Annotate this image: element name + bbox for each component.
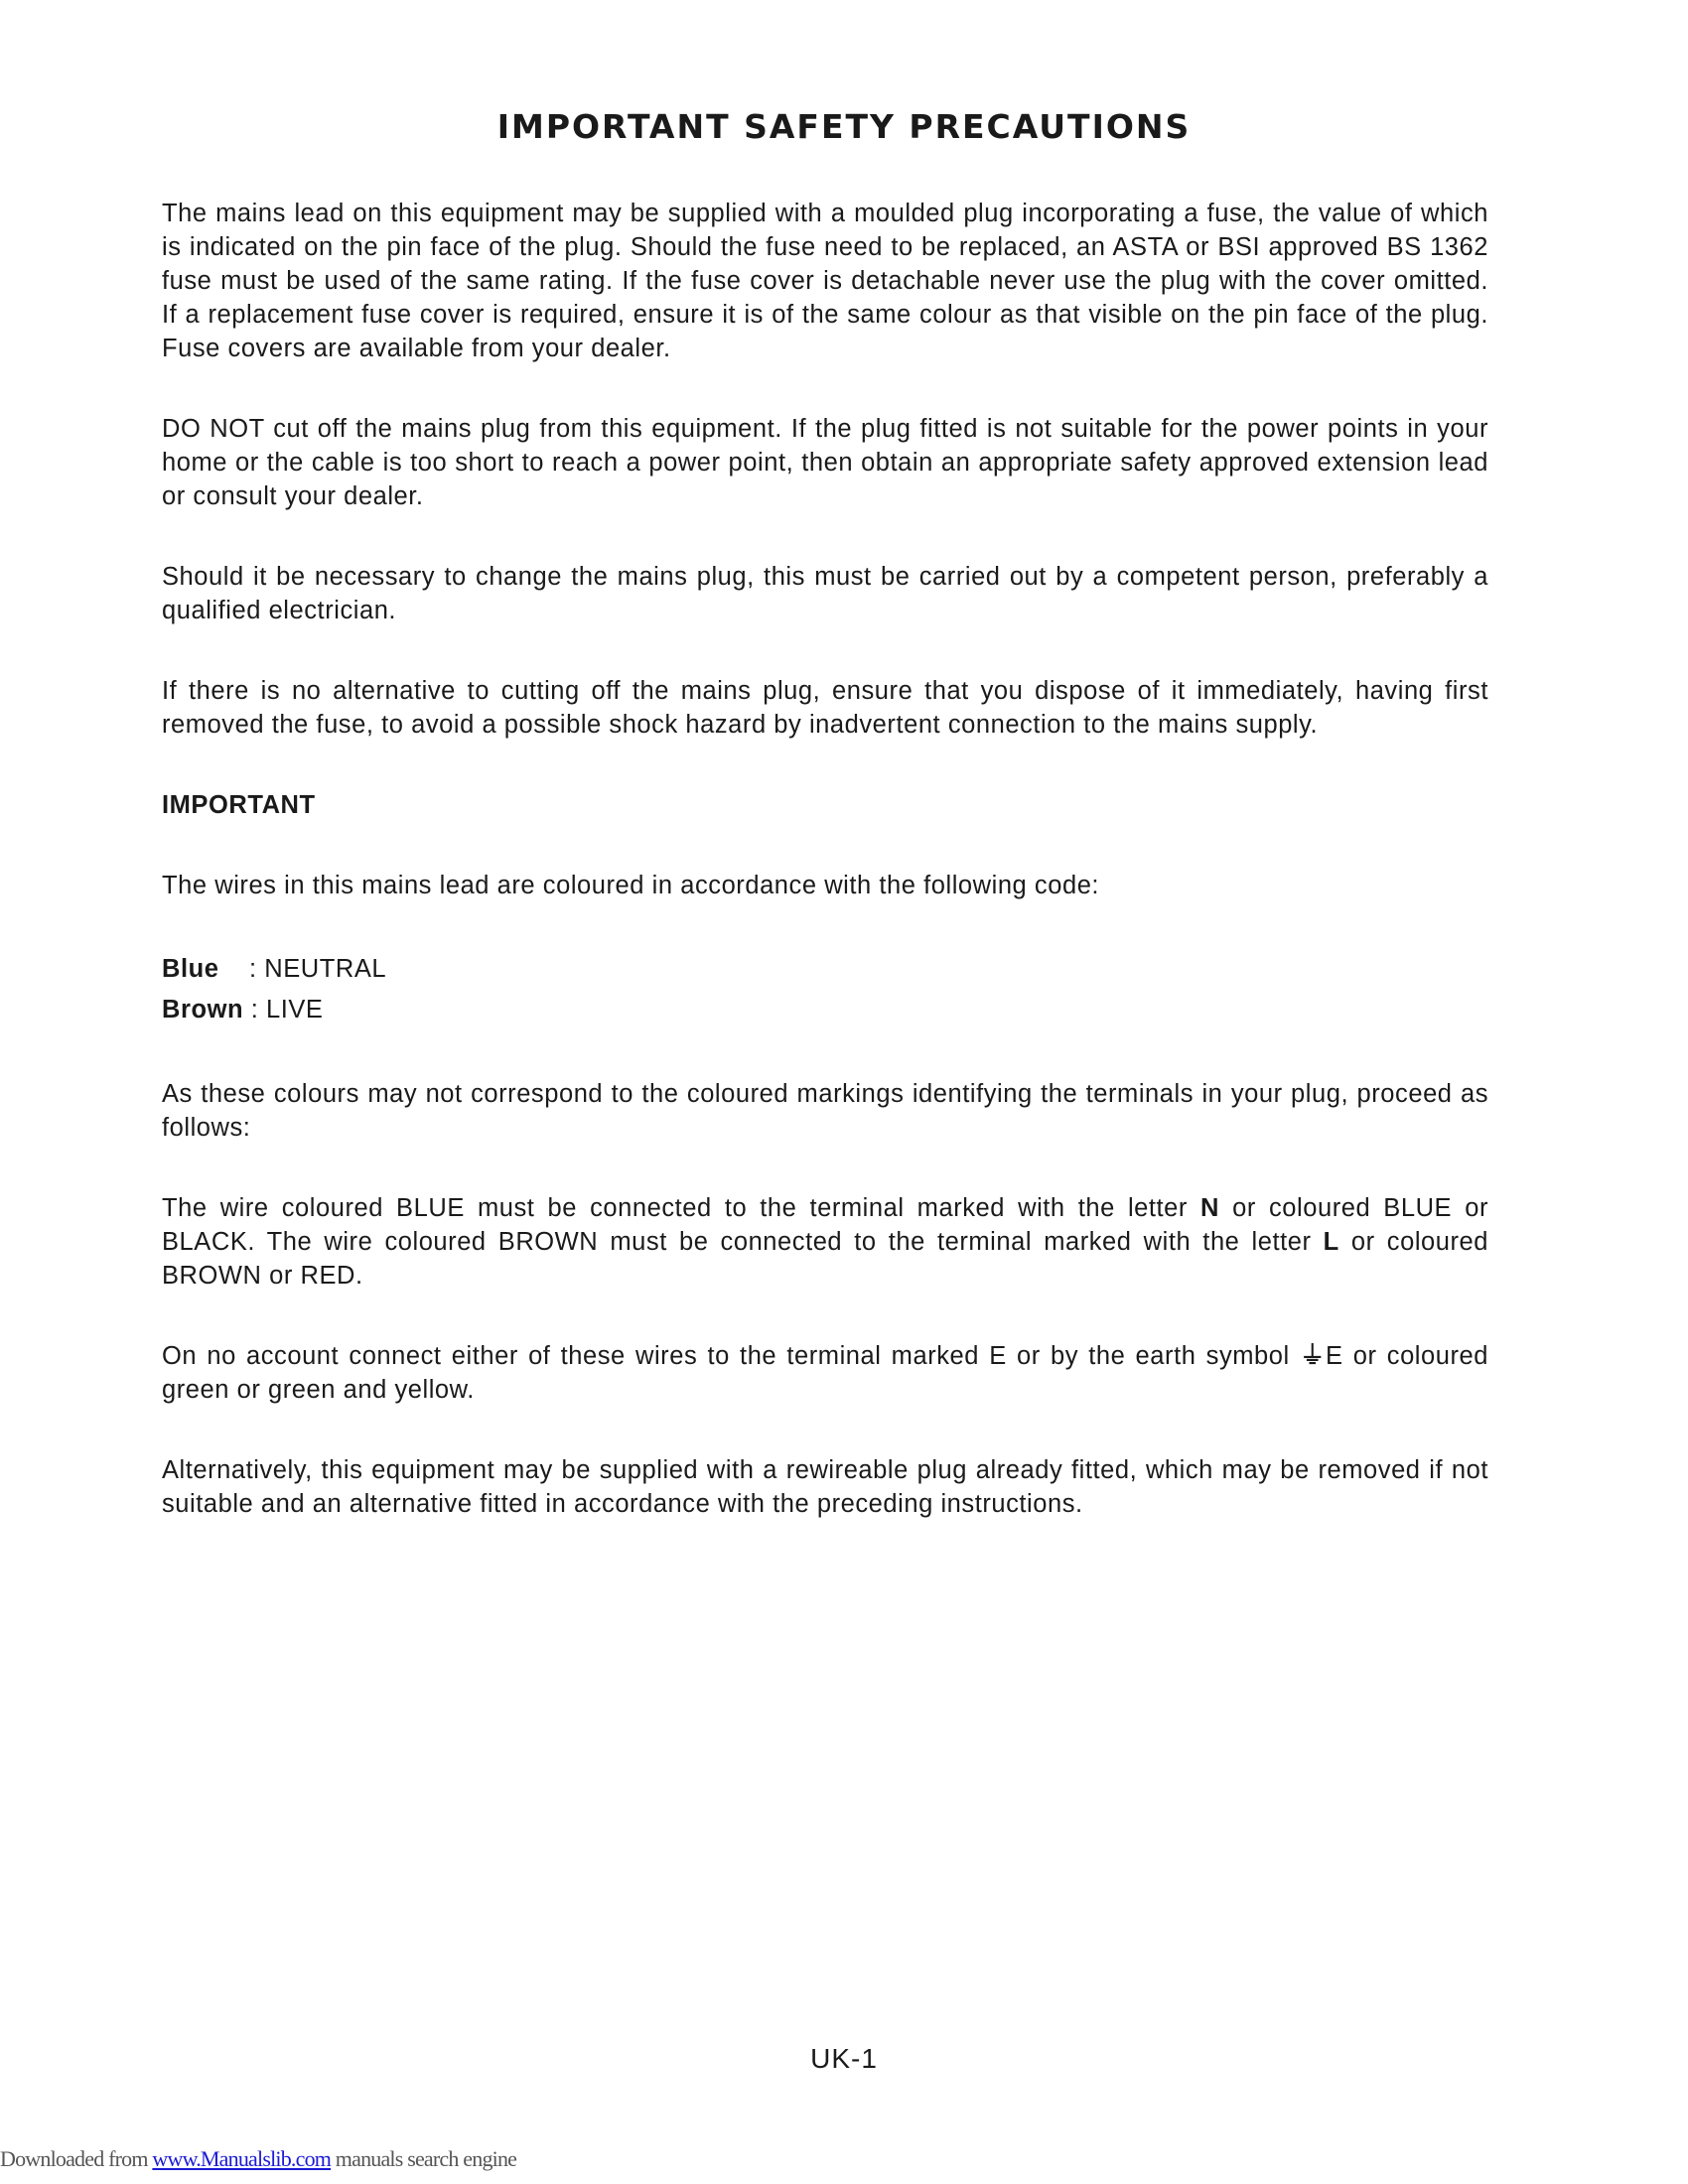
paragraph-do-not-cut: DO NOT cut off the mains plug from this equipment. If the plug fitted is not suitable for the power points in your home or the cable is too short to reach a power point, then obtain an appropriate safety approved extension lead or consult your dealer. xyxy=(162,415,1488,510)
paragraph-colour-mismatch: As these colours may not correspond to the coloured markings identifying the terminals in your plug, proceed as follows: xyxy=(162,1080,1488,1142)
paragraph-moulded-plug: The mains lead on this equipment may be supplied with a moulded plug incorporating a fuse, the value of which is indicated on the pin face of the plug. Should the fuse need to be replaced, an ASTA or BSI approved BS 1362 fuse must be used of the same rating. If the fuse cover is detachable never use the plug with the cover omitted. If a replacement fuse cover is required, ensure it is of the same colour as that visible on the pin face of the plug. Fuse covers are available from your dealer. xyxy=(162,200,1488,362)
paragraph-change-plug: Should it be necessary to change the mains plug, this must be carried out by a competent person, preferably a qualified electrician. xyxy=(162,563,1488,624)
paragraph-earth-warning xyxy=(162,1339,1488,1407)
wire-connection-text-3: or coloured BROWN or RED. xyxy=(162,1228,1489,1290)
wire-code-brown xyxy=(162,990,1488,1030)
footer-prefix: Downloaded from xyxy=(0,2146,153,2171)
wire-connection-text-2: or coloured BLUE or BLACK. The wire coloured BROWN must be connected to the terminal marked with the letter xyxy=(162,1194,1488,1256)
wire-code-blue xyxy=(162,949,1488,990)
paragraph-dispose-plug: If there is no alternative to cutting off the mains plug, ensure that you dispose of it immediately, having first removed the fuse, to avoid a possible shock hazard by inadvertent connection to the mains supply. xyxy=(162,677,1488,739)
important-heading: IMPORTANT xyxy=(162,791,316,819)
wire-connection-text-1: The wire coloured BLUE must be connected to the terminal marked with the letter xyxy=(162,1194,1201,1222)
paragraph-rewireable-plug: Alternatively, this equipment may be supplied with a rewireable plug already fitted, which may be removed if not suitable and an alternative fitted in accordance with the preceding instructions. xyxy=(162,1456,1488,1518)
wire-value-neutral: : NEUTRAL xyxy=(249,955,387,983)
paragraph-wire-code-intro: The wires in this mains lead are coloured in accordance with the following code: xyxy=(162,872,1100,899)
page-number: UK-1 xyxy=(810,2043,878,2074)
download-footer xyxy=(0,2146,516,2172)
page-title: IMPORTANT SAFETY PRECAUTIONS xyxy=(496,107,1192,146)
earth-symbol-icon: ⏚ xyxy=(1299,1342,1326,1370)
letter-l: L xyxy=(1323,1228,1339,1256)
wire-code-list xyxy=(162,949,1488,1030)
wire-label-blue: Blue xyxy=(162,955,219,983)
earth-warning-text-1: On no account connect either of these wires to the terminal marked E or by the earth symbol xyxy=(162,1342,1300,1370)
letter-n: N xyxy=(1200,1194,1220,1222)
wire-value-live: : LIVE xyxy=(243,996,324,1024)
manualslib-link[interactable]: www.Manualslib.com xyxy=(152,2146,332,2171)
document-body xyxy=(162,197,1488,1521)
wire-label-brown: Brown xyxy=(162,996,244,1024)
footer-suffix: manuals search engine xyxy=(331,2146,517,2171)
paragraph-wire-connection xyxy=(162,1191,1488,1293)
earth-warning-text-2: E or coloured green or green and yellow. xyxy=(162,1342,1488,1404)
